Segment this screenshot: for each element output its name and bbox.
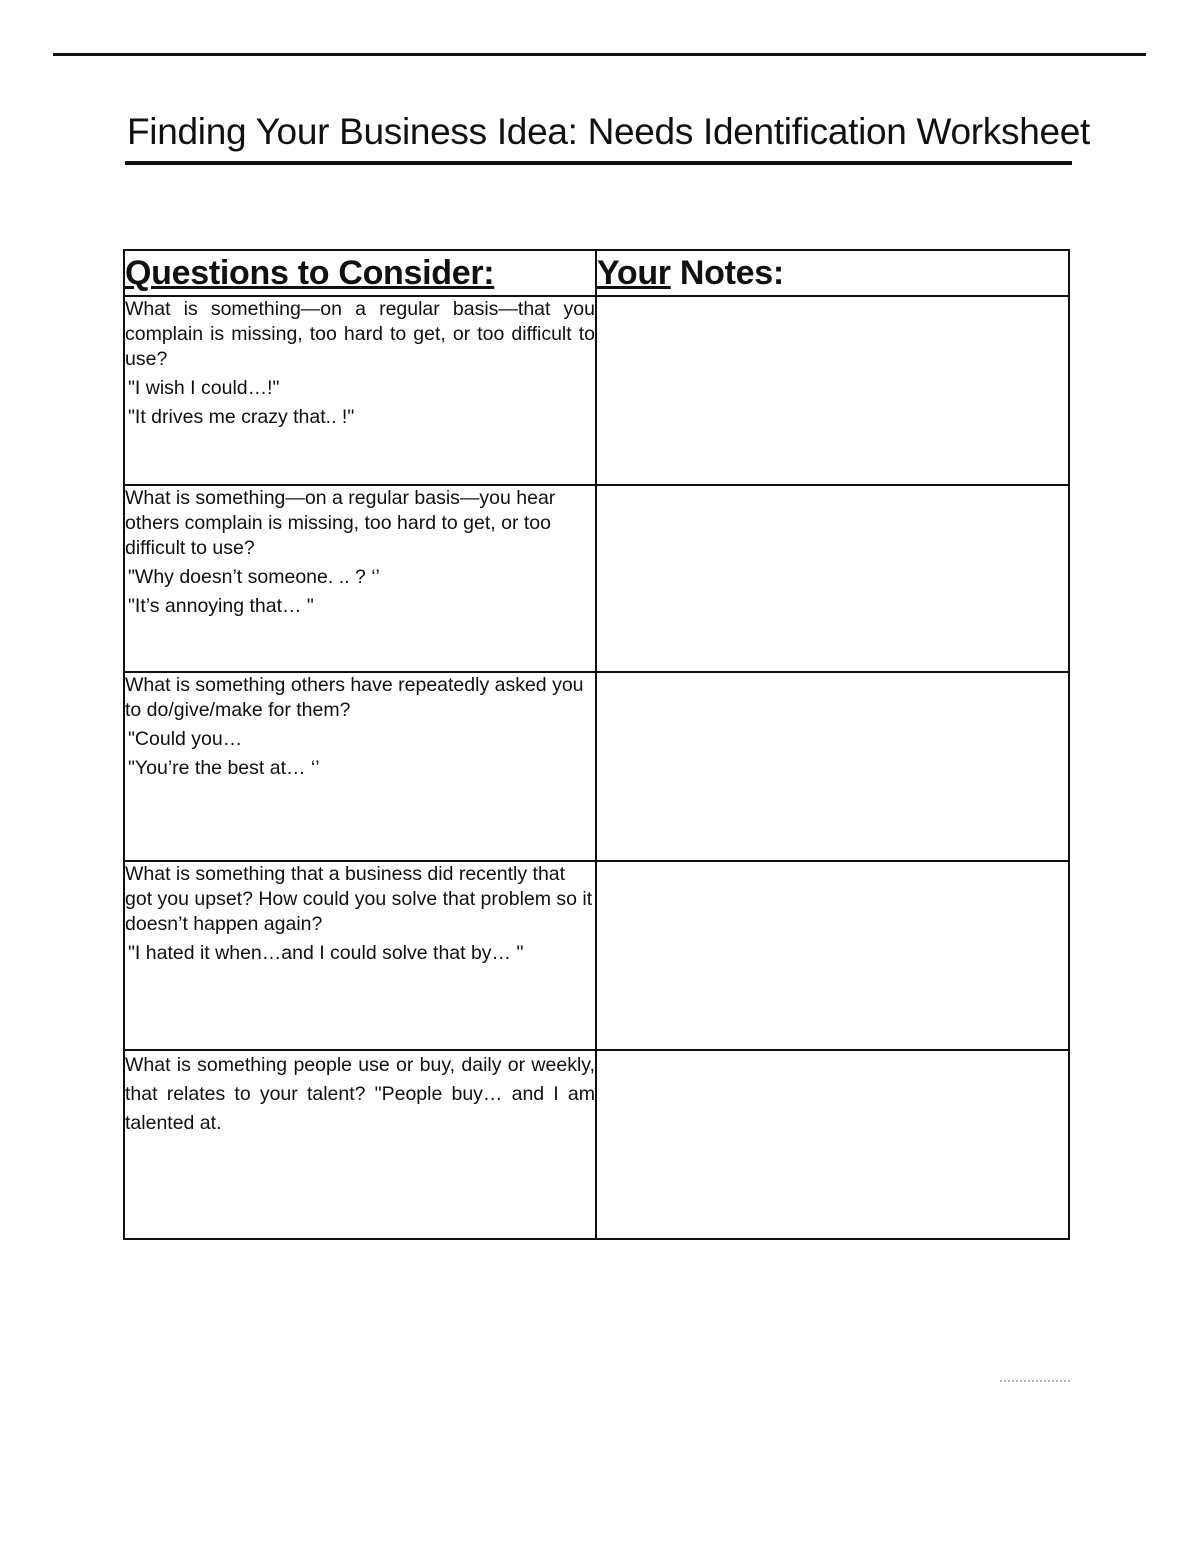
question-cell: [124, 861, 596, 1050]
notes-header-label: Notes:: [670, 254, 784, 292]
page-title: Finding Your Business Idea: Needs Identification Worksheet: [127, 111, 1091, 152]
worksheet-table: [123, 249, 1070, 1240]
table-row: [124, 485, 1069, 672]
notes-cell[interactable]: [596, 672, 1069, 861]
question-text: What is something—on a regular basis—you hear others complain is missing, too hard to get, or too difficult to use?: [125, 487, 556, 559]
example-quote: "Why doesn’t someone. .. ? ‘’: [128, 566, 380, 588]
table-row: [124, 296, 1069, 485]
table-row: [124, 861, 1069, 1050]
example-quote: "Could you…: [128, 728, 243, 750]
notes-cell[interactable]: [596, 1050, 1069, 1239]
question-text: What is something—on a regular basis—that you complain is missing, too hard to get, or too difficult to use?: [125, 298, 595, 370]
notes-cell[interactable]: [596, 861, 1069, 1050]
notes-column-header: [596, 250, 1069, 296]
questions-header-label: Questions to Consider:: [125, 254, 495, 292]
question-cell: [124, 672, 596, 861]
example-quote: "It’s annoying that… ": [128, 595, 314, 617]
table-row: [124, 1050, 1069, 1239]
notes-cell[interactable]: [596, 485, 1069, 672]
example-quote: "I hated it when…and I could solve that by… ": [128, 942, 524, 964]
example-quote: "I wish I could…!": [128, 377, 280, 399]
notes-cell[interactable]: [596, 296, 1069, 485]
question-cell: [124, 485, 596, 672]
example-quote: "You’re the best at… ‘’: [128, 757, 320, 779]
question-text: What is something that a business did recently that got you upset? How could you solve that problem so it doesn’t happen again?: [125, 863, 593, 935]
questions-column-header: [124, 250, 596, 296]
example-quote: "It drives me crazy that.. !": [128, 406, 355, 428]
question-cell: [124, 1050, 596, 1239]
footer-watermark-mark: [1000, 1380, 1070, 1385]
table-row: [124, 672, 1069, 861]
top-divider: [53, 53, 1146, 56]
question-text: What is something people use or buy, daily or weekly, that relates to your talent? "People buy… and I am talented at.: [125, 1054, 595, 1134]
title-underline: [125, 161, 1072, 165]
question-cell: [124, 296, 596, 485]
notes-header-underlined-word: Your: [597, 254, 671, 292]
question-text: What is something others have repeatedly asked you to do/give/make for them?: [125, 674, 584, 721]
table-header-row: [124, 250, 1069, 296]
